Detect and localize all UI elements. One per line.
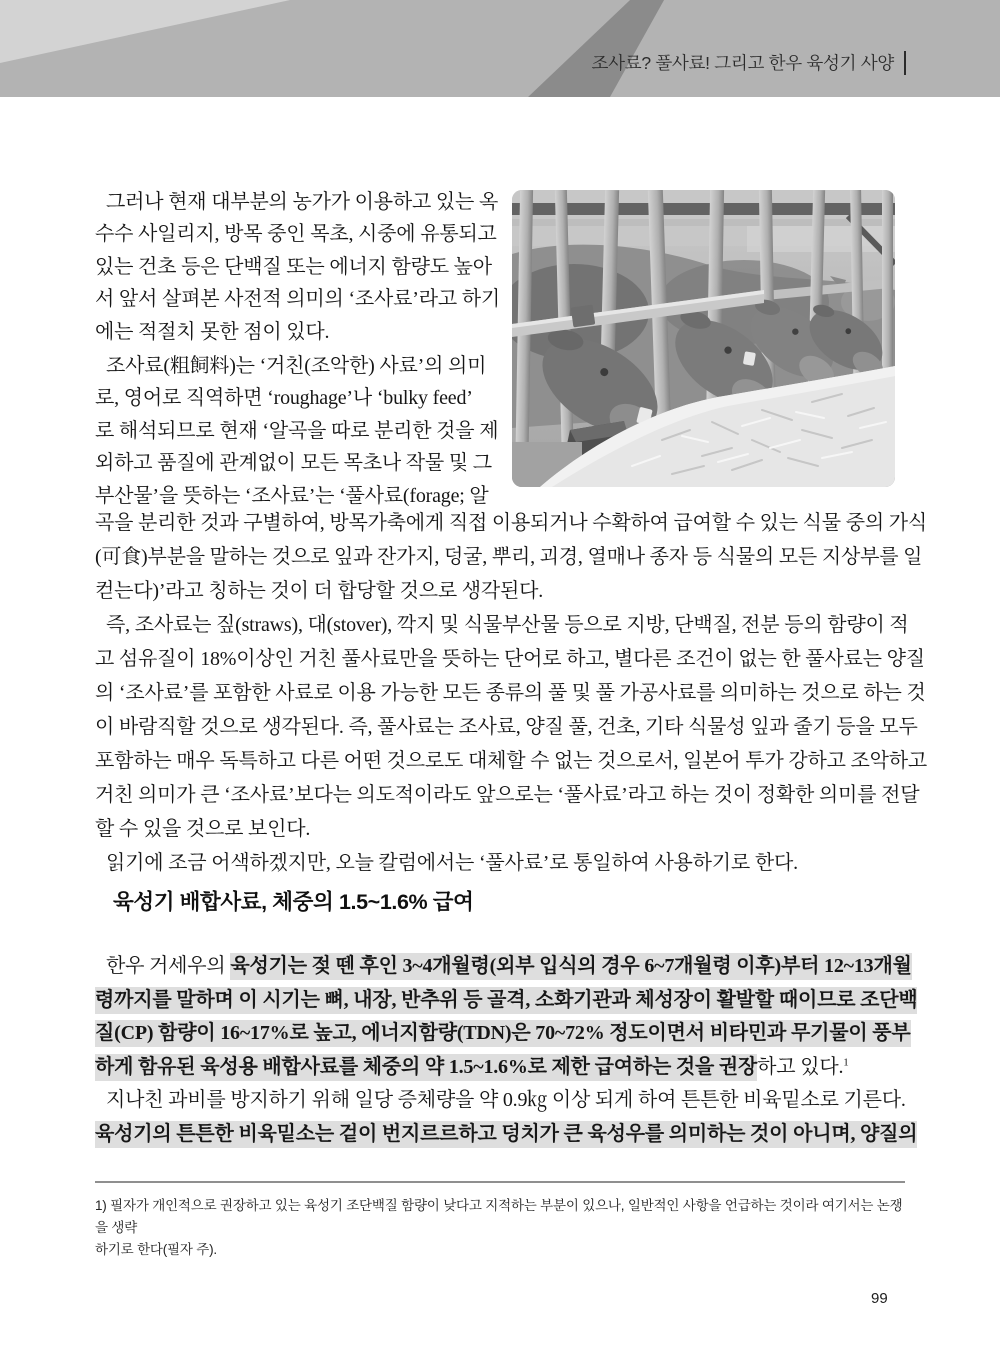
text-segment: 읽기에 조금 어색하겠지만, 오늘 칼럼에서는 ‘풀사료’로 통일하여 사용하기로 한다. (106, 852, 798, 874)
text-segment: 이 바람직할 것으로 생각된다. 즉, 풀사료는 조사료, 양질 풀, 건초, 기타 식물성 잎과 줄기 등을 모두 (95, 716, 918, 738)
text-segment: 의 ‘조사료’를 포함한 사료로 이용 가능한 모든 종류의 풀 및 풀 가공사료를 의미하는 것으로 하는 것 (95, 682, 926, 704)
page-number: 99 (871, 1290, 888, 1307)
text-segment: 거친 의미가 큰 ‘조사료’보다는 의도적이라도 앞으로는 ‘풀사료’라고 하는 것이 정확한 의미를 전달 (95, 784, 920, 806)
paragraph-column-1 (95, 186, 505, 348)
text-line (95, 984, 918, 1018)
text-segment: 한우 거세우의 (106, 955, 231, 977)
text-segment: 수수 사일리지, 방목 중인 목초, 시중에 유통되고 (95, 223, 497, 246)
cattle-photo (512, 190, 895, 487)
text-line (95, 778, 920, 812)
text-line (95, 950, 912, 984)
text-segment: 에는 적절치 못한 점이 있다. (95, 320, 330, 343)
text-segment: 1) 필자가 개인적으로 권장하고 있는 육성기 조단백질 함량이 낮다고 지적하는 부분이 있으나, 일반적인 사항을 언급하는 것이라 여기서는 논쟁을 생략 (95, 1198, 903, 1235)
text-line (95, 710, 918, 744)
footnote (95, 1195, 911, 1261)
text-line (95, 1118, 918, 1152)
text-segment: 곡을 분리한 것과 구별하여, 방목가축에게 직접 이용되거나 수확하여 급여할 수 있는 식물 중의 가식 (95, 512, 927, 534)
section-heading: 육성기 배합사료, 체중의 1.5~1.6% 급여 (113, 890, 474, 914)
text-line (95, 744, 927, 778)
text-line (95, 574, 907, 608)
running-head (592, 50, 906, 75)
text-segment: 하고 있다. (757, 1055, 844, 1078)
highlighted-text: 하게 함유된 육성용 배합사료를 체중의 약 1.5~1.6%로 제한 급여하는 것을 권장 (95, 1054, 757, 1081)
text-line (95, 1195, 911, 1239)
text-line (95, 1051, 907, 1085)
text-segment: 로, 영어로 직역하면 ‘roughage’나 ‘bulky feed’ (95, 387, 473, 410)
text-line (95, 251, 505, 283)
text-segment: 부산물’을 뜻하는 ‘조사료’는 ‘풀사료(forage; 알 (95, 484, 489, 507)
paragraph-full-width (95, 506, 927, 880)
text-segment: 컫는다)’라고 칭하는 것이 더 합당할 것으로 생각된다. (95, 580, 544, 602)
header-divider-bar (904, 51, 906, 75)
text-line (95, 812, 907, 846)
text-line (95, 382, 505, 414)
cattle-photo-illustration (512, 190, 895, 487)
text-segment: 지나친 과비를 방지하기 위해 일당 증체량을 약 0.9㎏ 이상 되게 하여 튼튼한 비육밑소로 기른다. (106, 1089, 906, 1112)
text-segment: 하기로 한다(필자 주). (95, 1242, 217, 1257)
running-head-title: 조사료? 풀사료! 그리고 한우 육성기 사양 (591, 53, 894, 73)
text-line (95, 1239, 911, 1261)
highlighted-text: 육성기는 젖 뗀 후인 3~4개월령(외부 입식의 경우 6~7개월령 이후)부터 12~13개월 (230, 953, 911, 980)
text-segment: 할 수 있을 것으로 보인다. (95, 818, 311, 840)
text-segment: 있는 건초 등은 단백질 또는 에너지 함량도 높아 (95, 255, 492, 278)
text-line (95, 1017, 911, 1051)
text-line (95, 350, 505, 382)
text-line (95, 846, 907, 880)
text-line (95, 540, 923, 574)
text-line (95, 506, 927, 540)
text-line (95, 186, 505, 218)
text-segment: (可食)부분을 말하는 것으로 잎과 잔가지, 덩굴, 뿌리, 괴경, 열매나 종자 등 식물의 모든 지상부를 일 (95, 546, 923, 568)
text-segment: 그러나 현재 대부분의 농가가 이용하고 있는 옥 (106, 191, 499, 213)
text-line (95, 415, 505, 447)
header-dark-stripe (500, 0, 670, 97)
highlighted-text: 육성기의 튼튼한 비육밑소는 겉이 번지르르하고 덩치가 큰 육성우를 의미하는 것이 아니며, 양질의 (95, 1121, 917, 1148)
highlighted-text: 령까지를 말하며 이 시기는 뼈, 내장, 반추위 등 골격, 소화기관과 체성장이 활발할 때이므로 조단백 (95, 987, 917, 1014)
text-segment: 1 (843, 1056, 849, 1069)
text-segment: 고 섬유질이 18%이상인 거친 풀사료만을 뜻하는 단어로 하고, 별다른 조건이 없는 한 풀사료는 양질 (95, 648, 925, 670)
text-segment: 서 앞서 살펴본 사전적 의미의 ‘조사료’라고 하기 (95, 288, 500, 311)
text-segment: 포함하는 매우 독특하고 다른 어떤 것으로도 대체할 수 없는 것으로서, 일본어 투가 강하고 조악하고 (95, 750, 927, 772)
text-line (95, 676, 926, 710)
text-line (95, 283, 505, 315)
header-light-triangle (0, 0, 290, 63)
text-segment: 즉, 조사료는 짚(straws), 대(stover), 깍지 및 식물부산물 등으로 지방, 단백질, 전분 등의 함량이 적 (106, 614, 909, 636)
text-line (95, 608, 907, 642)
text-line (95, 447, 505, 479)
text-segment: 외하고 품질에 관계없이 모든 목초나 작물 및 그 (95, 452, 492, 475)
header-banner (0, 0, 1000, 97)
paragraph-column-2 (95, 350, 505, 512)
text-line (95, 218, 505, 250)
text-segment: 조사료(粗飼料)는 ‘거친(조악한) 사료’의 의미 (106, 355, 487, 377)
text-line (95, 1084, 907, 1118)
footnote-rule (95, 1181, 905, 1183)
section-paragraphs (95, 950, 918, 1152)
highlighted-text: 질(CP) 함량이 16~17%로 높고, 에너지함량(TDN)은 70~72% 정도이면서 비타민과 무기물이 풍부 (95, 1020, 911, 1047)
text-line (95, 642, 925, 676)
text-line (95, 316, 505, 348)
text-segment: 로 해석되므로 현재 ‘알곡을 따로 분리한 것을 제 (95, 419, 499, 442)
